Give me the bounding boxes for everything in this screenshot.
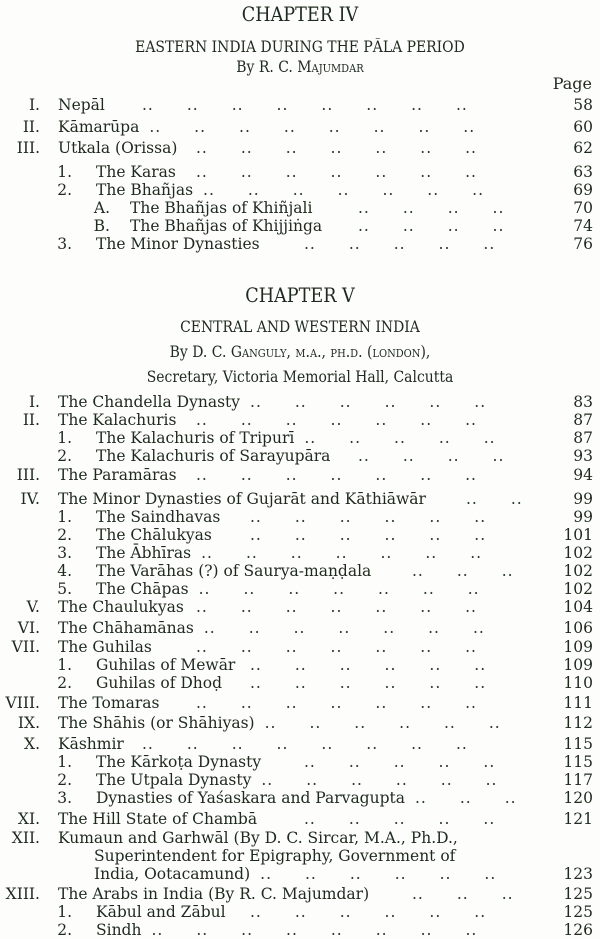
toc-entry [0,735,600,753]
entry-title: The Chālukyas [96,526,212,544]
entry-number: II. [22,118,40,136]
entry-number: A. [93,199,110,217]
toc-entry [0,789,600,807]
leader-dots: .. .. .. .. [358,199,505,217]
entry-page-number: 109 [563,656,593,674]
leader-dots: .. .. .. .. .. [304,429,496,447]
leader-dots: .. .. .. .. .. .. .. .. [142,735,468,753]
leader-dots: .. .. .. .. .. .. [264,714,501,732]
entry-title-continued: Superintendent for Epigraphy, Government of [94,847,456,865]
entry-page-number: 109 [563,638,593,656]
toc-entry [0,393,600,411]
entry-title: The Minor Dynasties [96,235,260,253]
leader-dots: .. .. .. .. .. .. [260,865,497,883]
entry-title: The Paramāras [58,466,177,484]
leader-dots: .. .. .. .. .. [304,810,496,828]
toc-entry [0,466,600,484]
toc-entry [0,714,600,732]
entry-number: 2. [57,674,72,692]
entry-title: The Chāhamānas [58,619,194,637]
toc-entry [0,580,600,598]
entry-page-number: 102 [563,580,593,598]
entry-page-number: 62 [573,139,593,157]
entry-title: The Varāhas (?) of Saurya-maṇḍala [96,562,372,580]
toc-entry [0,163,600,181]
toc-entry [0,217,600,235]
entry-title: The Bhañjas of Khijjiṅga [130,217,323,235]
toc-entry [0,139,600,157]
entry-page-number: 74 [573,217,593,235]
entry-number: B. [93,217,110,235]
entry-title: Utkala (Orissa) [58,139,178,157]
entry-title-continued: India, Ootacamund) [94,865,251,883]
entry-title: The Hill State of Chambā [58,810,258,828]
entry-number: 2. [57,447,72,465]
leader-dots: .. .. .. .. .. .. [250,526,487,544]
entry-page-number: 69 [573,181,593,199]
entry-number: II. [22,411,40,429]
entry-title: The Bhañjas of Khiñjali [130,199,313,217]
entry-page-number: 93 [573,447,593,465]
entry-number: 2. [57,526,72,544]
entry-page-number: 123 [563,865,593,883]
toc-entry [0,921,600,939]
toc-entry [0,771,600,789]
entry-number: 2. [57,921,72,939]
toc-entry [0,810,600,828]
toc-entry [0,429,600,447]
leader-dots: .. .. .. .. .. .. .. .. [142,96,468,114]
entry-page-number: 83 [573,393,593,411]
entry-title: The Chāpas [96,580,189,598]
entry-title: Guhilas of Mewār [96,656,236,674]
toc-entry [0,526,600,544]
entry-title: Kāshmir [58,735,124,753]
chapter-4-author: By R. C. Majumdar [236,58,364,76]
entry-number: VIII. [5,694,40,712]
entry-number: VII. [11,638,40,656]
toc-entry [0,118,600,136]
chapter-5-title: CHAPTER V [245,283,355,307]
entry-page-number: 94 [573,466,593,484]
leader-dots: .. .. .. .. .. .. .. [198,580,480,598]
entry-title: The Utpala Dynasty [96,771,252,789]
toc-entry [0,490,600,508]
toc-entry [0,903,600,921]
leader-dots: .. .. .. .. .. .. .. [196,139,477,157]
toc-entry [0,638,600,656]
entry-title: The Tomaras [58,694,160,712]
leader-dots: .. .. .. .. .. .. .. [203,619,485,637]
entry-page-number: 102 [563,562,593,580]
entry-title: Guhilas of Dhoḍ [96,674,223,692]
leader-dots: .. .. .. .. [358,217,505,235]
entry-number: VI. [17,619,40,637]
toc-entry [0,544,600,562]
entry-number: III. [16,466,40,484]
toc-entry [0,235,600,253]
entry-number: IX. [17,714,40,732]
entry-page-number: 106 [563,619,593,637]
entry-page-number: 87 [573,411,593,429]
entry-number: XII. [11,829,40,847]
entry-page-number: 104 [563,598,593,616]
entry-title: The Kalachuris of Sarayupāra [96,447,331,465]
chapter-5-subtitle: CENTRAL AND WESTERN INDIA [180,318,420,336]
entry-title: The Shāhis (or Shāhiyas) [58,714,255,732]
entry-number: 3. [57,789,72,807]
entry-number: 5. [57,580,72,598]
entry-title: Dynasties of Yaśaskara and Parvagupta [96,789,405,807]
toc-entry [0,508,600,526]
entry-page-number: 63 [573,163,593,181]
entry-page-number: 115 [563,753,593,771]
entry-number: XIII. [5,885,40,903]
entry-number: 3. [57,235,72,253]
chapter-5-author: By D. C. Ganguly, m.a., ph.d. (london), [169,343,431,361]
toc-entry [0,829,600,883]
chapter-5-author-affiliation: Secretary, Victoria Memorial Hall, Calcutta [146,368,454,386]
leader-dots: .. .. .. .. .. [304,235,496,253]
entry-title: Kumaun and Garhwāl (By D. C. Sircar, M.A., Ph.D., [58,829,458,847]
leader-dots: .. .. .. .. .. .. .. .. [149,118,476,136]
entry-page-number: 58 [573,96,593,114]
entry-page-number: 76 [573,235,593,253]
leader-dots: .. .. .. .. .. .. .. [196,466,477,484]
entry-page-number: 99 [573,490,593,508]
toc-entry [0,181,600,199]
entry-number: 2. [57,181,72,199]
entry-number: I. [28,393,40,411]
leader-dots: .. .. .. .. [358,447,505,465]
toc-entry [0,619,600,637]
entry-page-number: 101 [563,526,593,544]
entry-number: 1. [57,656,72,674]
entry-title: The Chaulukyas [58,598,184,616]
entry-page-number: 102 [563,544,593,562]
toc-entry [0,694,600,712]
chapter-4-subtitle: EASTERN INDIA DURING THE PĀLA PERIOD [135,38,465,56]
leader-dots: .. .. .. .. .. .. .. [196,694,477,712]
toc-entry [0,411,600,429]
toc-entry [0,674,600,692]
entry-title: The Karas [96,163,176,181]
entry-page-number: 70 [573,199,593,217]
leader-dots: .. .. .. .. .. [304,753,496,771]
chapter-4-title: CHAPTER IV [241,2,359,26]
entry-number: 1. [57,429,72,447]
entry-page-number: 117 [563,771,593,789]
leader-dots: .. .. .. .. .. .. [250,656,487,674]
entry-title: The Saindhavas [96,508,221,526]
entry-title: Nepāl [58,96,105,114]
toc-entry [0,96,600,114]
leader-dots: .. .. .. .. .. .. [250,508,487,526]
toc-entry [0,753,600,771]
entry-page-number: 115 [563,735,593,753]
entry-number: 1. [57,508,72,526]
leader-dots: .. .. .. [414,789,517,807]
entry-number: V. [26,598,40,616]
entry-number: 1. [57,753,72,771]
entry-title: Kāmarūpa [58,118,140,136]
entry-number: X. [24,735,40,753]
entry-number: IV. [20,490,40,508]
entry-page-number: 125 [563,885,593,903]
entry-title: The Ābhīras [96,544,192,562]
entry-page-number: 87 [573,429,593,447]
leader-dots: .. .. .. .. .. .. .. [203,181,485,199]
leader-dots: .. .. .. [412,562,514,580]
entry-title: The Kārkoṭa Dynasty [96,753,262,771]
entry-number: III. [16,139,40,157]
entry-page-number: 99 [573,508,593,526]
entry-title: The Chandella Dynasty [58,393,241,411]
toc-entry [0,199,600,217]
leader-dots: .. .. .. .. .. .. .. [201,544,483,562]
leader-dots: .. .. .. .. .. .. .. [196,411,477,429]
entry-page-number: 60 [573,118,593,136]
entry-page-number: 120 [563,789,593,807]
page-column-header: Page [552,74,592,93]
entry-number: 1. [57,163,72,181]
entry-title: The Bhañjas [96,181,194,199]
entry-title: Kābul and Zābul [96,903,226,921]
toc-entry [0,447,600,465]
entry-page-number: 111 [563,694,593,712]
leader-dots: .. .. .. .. .. .. [250,393,487,411]
entry-title: The Guhilas [58,638,152,656]
leader-dots: .. .. .. .. .. .. [250,674,487,692]
entry-number: 2. [57,771,72,789]
entry-number: I. [28,96,40,114]
leader-dots: .. .. .. .. .. .. .. .. [151,921,478,939]
entry-title: The Kalachuris of Tripurī [96,429,295,447]
leader-dots: .. .. .. .. .. .. .. [196,163,477,181]
toc-entry [0,656,600,674]
entry-number: XI. [17,810,40,828]
entry-number: 4. [57,562,72,580]
toc-entry [0,562,600,580]
entry-page-number: 112 [563,714,593,732]
leader-dots: .. .. .. .. .. .. .. [196,638,477,656]
entry-title: The Kalachuris [58,411,177,429]
entry-page-number: 125 [563,903,593,921]
entry-title: The Minor Dynasties of Gujarāt and Kāthiāwār [58,490,426,508]
entry-page-number: 110 [563,674,593,692]
entry-page-number: 126 [563,921,593,939]
leader-dots: .. .. .. .. .. .. .. [196,598,477,616]
leader-dots: .. .. [466,490,523,508]
leader-dots: .. .. .. .. .. .. [261,771,498,789]
toc-entry [0,885,600,903]
leader-dots: .. .. .. [412,885,514,903]
entry-number: 3. [57,544,72,562]
entry-title: The Arabs in India (By R. C. Majumdar) [58,885,370,903]
toc-entry [0,598,600,616]
entry-number: 1. [57,903,72,921]
leader-dots: .. .. .. .. .. .. [250,903,487,921]
entry-title: Sindh [96,921,142,939]
entry-page-number: 121 [563,810,593,828]
